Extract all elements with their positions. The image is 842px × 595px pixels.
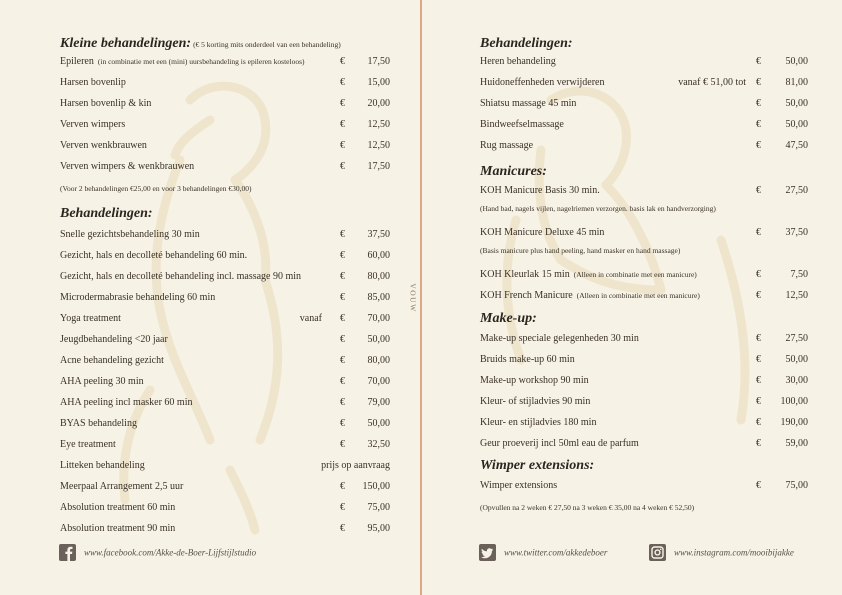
price-row	[60, 396, 390, 410]
price-row	[480, 332, 808, 346]
treatment-name: Acne behandeling gezicht	[60, 355, 164, 366]
price-row	[60, 228, 390, 242]
price-value: 17,50	[367, 56, 390, 67]
price-row	[60, 97, 390, 111]
price-value: 50,00	[785, 56, 808, 67]
treatment-note: (Alleen in combinatie met een manicure)	[576, 291, 700, 300]
treatment-name: Make-up workshop 90 min	[480, 375, 589, 386]
price-row	[480, 118, 808, 132]
treatment-name: Verven wimpers & wenkbrauwen	[60, 161, 195, 172]
price-value: 20,00	[367, 98, 390, 109]
price-value: 50,00	[785, 119, 808, 130]
treatment-name: Heren behandeling	[480, 56, 556, 67]
price-value: 37,50	[367, 229, 390, 240]
price-value: 59,00	[785, 438, 808, 449]
currency-symbol: €	[756, 438, 761, 449]
currency-symbol: €	[756, 185, 761, 196]
price-value: 81,00	[785, 77, 808, 88]
price-value: 32,50	[367, 439, 390, 450]
price-row	[60, 522, 390, 536]
price-row	[480, 374, 808, 388]
treatment-name: Bindweefselmassage	[480, 119, 564, 130]
currency-symbol: €	[340, 56, 345, 67]
treatment-name: Litteken behandeling	[60, 460, 145, 471]
currency-symbol: €	[340, 250, 345, 261]
price-row	[60, 459, 390, 473]
treatment-name: Jeugdbehandeling <20 jaar	[60, 334, 168, 345]
wimper-refill-footnote: (Opvullen na 2 weken € 27,50 na 3 weken € 35,00 na 4 weken € 52,50)	[480, 503, 695, 512]
price-value: 30,00	[785, 375, 808, 386]
treatment-name: Huidoneffenheden verwijderen	[480, 77, 605, 88]
instagram-link[interactable]	[649, 544, 794, 564]
currency-symbol: €	[340, 523, 345, 534]
price-row	[60, 417, 390, 431]
currency-symbol: €	[756, 56, 761, 67]
currency-symbol: €	[756, 354, 761, 365]
treatment-name: Bruids make-up 60 min	[480, 354, 575, 365]
treatment-name: Geur proeverij incl 50ml eau de parfum	[480, 438, 639, 449]
treatment-name: Verven wenkbrauwen	[60, 140, 147, 151]
currency-symbol: €	[340, 502, 345, 513]
treatment-name: Kleur- of stijladvies 90 min	[480, 396, 591, 407]
price-row	[60, 333, 390, 347]
price-row	[60, 375, 390, 389]
currency-symbol: €	[340, 77, 345, 88]
price-value: 95,00	[367, 523, 390, 534]
treatment-name: Eye treatment	[60, 439, 116, 450]
price-row	[480, 395, 808, 409]
price-row	[480, 289, 808, 303]
currency-symbol: €	[340, 292, 345, 303]
treatment-name: Make-up speciale gelegenheden 30 min	[480, 333, 639, 344]
treatment-name: Verven wimpers	[60, 119, 126, 130]
treatment-footnote: (Hand bad, nagels vijlen, nagelriemen verzorgen. basis lak en handverzorging)	[480, 204, 716, 213]
currency-symbol: €	[340, 439, 345, 450]
price-value: 85,00	[367, 292, 390, 303]
treatment-name: Rug massage	[480, 140, 534, 151]
treatment-name: Gezicht, hals en decolleté behandeling 60 min.	[60, 250, 248, 261]
currency-symbol: €	[756, 396, 761, 407]
currency-symbol: €	[340, 271, 345, 282]
treatment-footnote: (Basis manicure plus hand peeling, hand masker en hand massage)	[480, 246, 681, 255]
price-row	[60, 270, 390, 284]
currency-symbol: €	[756, 227, 761, 238]
currency-symbol: €	[756, 375, 761, 386]
treatment-name: Shiatsu massage 45 min	[480, 98, 577, 109]
treatment-name: Absolution treatment 60 min	[60, 502, 176, 513]
currency-symbol: €	[756, 417, 761, 428]
twitter-link[interactable]	[479, 544, 607, 564]
price-value: 50,00	[785, 354, 808, 365]
price-value: 12,50	[367, 140, 390, 151]
right-page	[421, 0, 842, 595]
currency-symbol: €	[340, 229, 345, 240]
price-row	[480, 76, 808, 90]
treatment-name: AHA peeling incl masker 60 min	[60, 397, 193, 408]
instagram-url: www.instagram.com/mooibijakke	[674, 547, 794, 558]
price-value: 7,50	[790, 269, 808, 280]
price-value: 27,50	[785, 185, 808, 196]
kleine-discount-note: (€ 5 korting mits onderdeel van een behandeling)	[193, 40, 341, 49]
price-row	[480, 479, 808, 493]
price-row	[480, 437, 808, 451]
currency-symbol: €	[340, 119, 345, 130]
section-title-behandelingen: Behandelingen:	[60, 206, 153, 221]
currency-symbol: €	[340, 161, 345, 172]
price-on-request: prijs op aanvraag	[321, 460, 390, 471]
currency-symbol: €	[340, 418, 345, 429]
price-value: 80,00	[367, 271, 390, 282]
price-value: 12,50	[785, 290, 808, 301]
treatment-name: Wimper extensions	[480, 480, 558, 491]
price-value: 80,00	[367, 355, 390, 366]
price-value: 27,50	[785, 333, 808, 344]
facebook-link[interactable]	[59, 544, 256, 564]
price-value: 50,00	[367, 334, 390, 345]
price-row	[60, 249, 390, 263]
treatment-name: Harsen bovenlip & kin	[60, 98, 152, 109]
price-prefix: vanaf	[299, 313, 322, 324]
treatment-name: BYAS behandeling	[60, 418, 137, 429]
currency-symbol: €	[340, 334, 345, 345]
price-row	[480, 184, 808, 198]
currency-symbol: €	[340, 98, 345, 109]
currency-symbol: €	[756, 333, 761, 344]
treatment-name: AHA peeling 30 min	[60, 376, 144, 387]
currency-symbol: €	[756, 119, 761, 130]
price-row	[60, 76, 390, 90]
price-row	[60, 139, 390, 153]
treatment-name: KOH Manicure Deluxe 45 min	[480, 227, 605, 238]
section-title-makeup: Make-up:	[480, 311, 537, 326]
currency-symbol: €	[340, 376, 345, 387]
treatment-name: Absolution treatment 90 min	[60, 523, 176, 534]
facebook-icon	[59, 544, 76, 561]
price-row	[480, 416, 808, 430]
price-value: 50,00	[367, 418, 390, 429]
currency-symbol: €	[756, 140, 761, 151]
price-value: 12,50	[367, 119, 390, 130]
price-value: 79,00	[367, 397, 390, 408]
price-row	[60, 118, 390, 132]
price-row	[60, 438, 390, 452]
currency-symbol: €	[340, 140, 345, 151]
section-title-manicures: Manicures:	[480, 164, 547, 179]
currency-symbol: €	[756, 480, 761, 491]
treatment-name: KOH French Manicure (Alleen in combinatie met een manicure)	[480, 290, 700, 301]
price-value: 190,00	[780, 417, 808, 428]
treatment-name: Meerpaal Arrangement 2,5 uur	[60, 481, 184, 492]
treatment-name: Gezicht, hals en decolleté behandeling incl. massage 90 min	[60, 271, 302, 282]
currency-symbol: €	[340, 313, 345, 324]
treatment-name: Harsen bovenlip	[60, 77, 126, 88]
fold-label: VOUW	[409, 279, 418, 316]
price-row	[480, 268, 808, 282]
treatment-name: Snelle gezichtsbehandeling 30 min	[60, 229, 200, 240]
treatment-name: Yoga treatment	[60, 313, 121, 324]
price-value: 70,00	[367, 313, 390, 324]
price-row	[480, 353, 808, 367]
currency-symbol: €	[756, 98, 761, 109]
facebook-url: www.facebook.com/Akke-de-Boer-Lijfstijlstudio	[84, 547, 257, 558]
price-row	[60, 160, 390, 174]
currency-symbol: €	[340, 481, 345, 492]
currency-symbol: €	[340, 397, 345, 408]
price-row	[60, 501, 390, 515]
treatment-name: Microdermabrasie behandeling 60 min	[60, 292, 216, 303]
price-value: 17,50	[367, 161, 390, 172]
treatment-name: KOH Kleurlak 15 min (Alleen in combinatie met een manicure)	[480, 269, 697, 280]
price-value: 60,00	[367, 250, 390, 261]
price-value: 75,00	[367, 502, 390, 513]
price-value: 37,50	[785, 227, 808, 238]
price-row	[60, 480, 390, 494]
price-row	[60, 55, 390, 69]
section-title-kleine: Kleine behandelingen: (€ 5 korting mits onderdeel van een behandeling)	[60, 36, 341, 51]
currency-symbol: €	[756, 269, 761, 280]
currency-symbol: €	[756, 77, 761, 88]
price-value: 47,50	[785, 140, 808, 151]
price-row	[480, 55, 808, 69]
section-title-wimper: Wimper extensions:	[480, 458, 595, 473]
treatment-note: (in combinatie met een (mini) uursbehandeling is epileren kosteloos)	[97, 57, 305, 66]
price-row	[60, 312, 390, 326]
price-value: 70,00	[367, 376, 390, 387]
twitter-icon	[479, 544, 496, 561]
price-row	[480, 226, 808, 240]
kleine-combo-footnote: (Voor 2 behandelingen €25,00 en voor 3 behandelingen €30,00)	[60, 184, 252, 193]
price-value: 75,00	[785, 480, 808, 491]
price-row	[480, 139, 808, 153]
price-row	[60, 354, 390, 368]
price-row	[480, 97, 808, 111]
treatment-note: (Alleen in combinatie met een manicure)	[573, 270, 697, 279]
twitter-url: www.twitter.com/akkedeboer	[504, 547, 608, 558]
treatment-name: Kleur- en stijladvies 180 min	[480, 417, 597, 428]
price-row	[60, 291, 390, 305]
currency-symbol: €	[340, 355, 345, 366]
section-title-behandelingen-right: Behandelingen:	[480, 36, 573, 51]
price-value: 50,00	[785, 98, 808, 109]
treatment-name: KOH Manicure Basis 30 min.	[480, 185, 600, 196]
price-value: 100,00	[780, 396, 808, 407]
price-prefix: vanaf € 51,00 tot	[678, 77, 746, 88]
instagram-icon	[649, 544, 666, 561]
price-value: 15,00	[367, 77, 390, 88]
currency-symbol: €	[756, 290, 761, 301]
treatment-name: Epileren (in combinatie met een (mini) uursbehandeling is epileren kosteloos)	[60, 56, 305, 67]
price-value: 150,00	[362, 481, 390, 492]
